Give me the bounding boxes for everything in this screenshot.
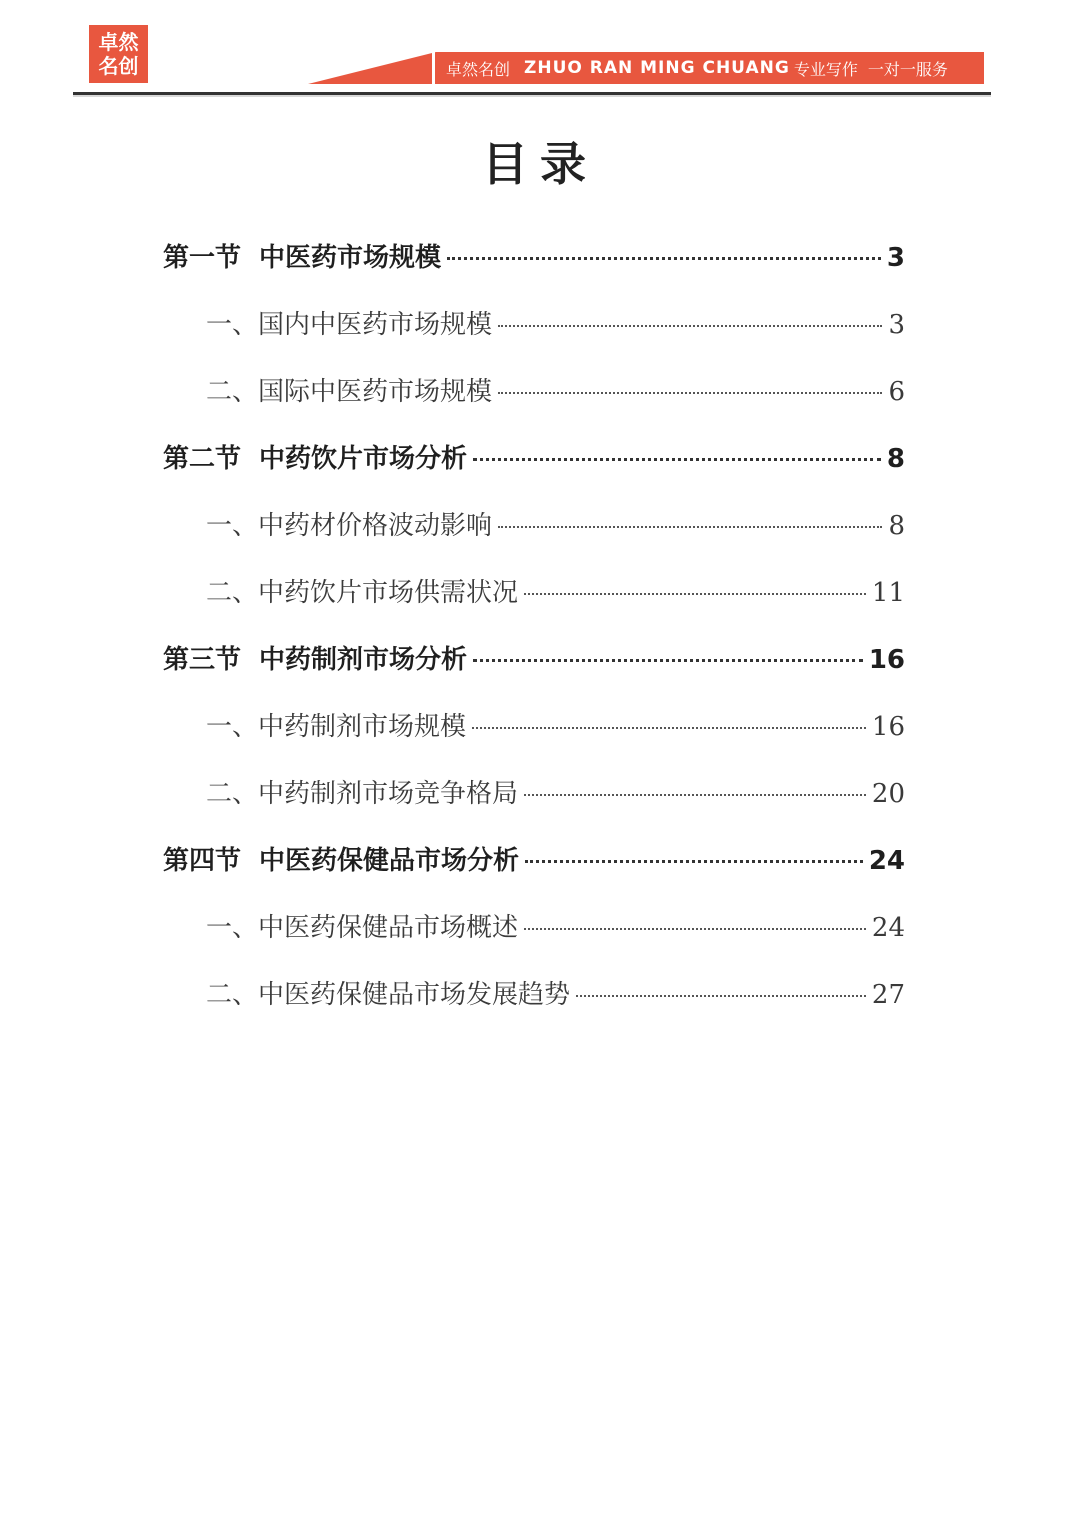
toc-text: 中医药市场规模 <box>259 243 442 273</box>
toc-leader <box>498 526 882 528</box>
toc-text: 中药制剂市场竞争格局 <box>258 779 519 809</box>
toc-number: 一、 <box>206 712 259 742</box>
logo-line-2: 名创 <box>98 54 139 78</box>
toc-text: 中医药保健品市场发展趋势 <box>258 980 571 1010</box>
toc-number: 二、 <box>206 578 259 608</box>
toc-text: 中药制剂市场规模 <box>258 712 467 742</box>
toc-page: 27 <box>871 980 905 1010</box>
toc-section-3[interactable] <box>163 639 905 679</box>
banner-brand-en: ZHUO RAN MING CHUANG <box>524 58 790 78</box>
toc-text: 中药饮片市场供需状况 <box>258 578 519 608</box>
toc-number: 第三节 <box>163 645 242 675</box>
header-wedge-decoration <box>308 52 436 84</box>
toc-text: 国内中医药市场规模 <box>258 310 493 340</box>
toc-number: 第四节 <box>163 846 242 876</box>
toc-page: 6 <box>888 377 905 407</box>
toc-subsection[interactable] <box>206 572 905 612</box>
toc-page: 11 <box>871 578 905 608</box>
toc-leader <box>524 593 866 595</box>
toc-text: 国际中医药市场规模 <box>258 377 493 407</box>
toc-section-4[interactable] <box>163 840 905 880</box>
toc-subsection[interactable] <box>206 773 905 813</box>
header-banner <box>436 52 984 84</box>
toc-subsection[interactable] <box>206 304 905 344</box>
toc-text: 中医药保健品市场概述 <box>258 913 519 943</box>
toc-number: 一、 <box>206 511 259 541</box>
toc-section-1[interactable] <box>163 237 905 277</box>
toc-number: 一、 <box>206 310 259 340</box>
toc-leader <box>576 995 866 997</box>
toc-page: 24 <box>868 846 905 876</box>
toc-leader <box>472 727 866 729</box>
toc-leader <box>473 659 863 662</box>
toc-page: 16 <box>868 645 905 675</box>
toc-number: 二、 <box>206 377 259 407</box>
header-rule-shadow <box>73 95 991 97</box>
toc-page: 8 <box>886 444 905 474</box>
toc-page: 24 <box>871 913 905 943</box>
toc-page: 20 <box>871 779 905 809</box>
toc-text: 中医药保健品市场分析 <box>259 846 520 876</box>
toc-subsection[interactable] <box>206 706 905 746</box>
toc-subsection[interactable] <box>206 505 905 545</box>
toc-number: 二、 <box>206 779 259 809</box>
toc-text: 中药饮片市场分析 <box>259 444 468 474</box>
toc-leader <box>498 325 882 327</box>
toc-section-2[interactable] <box>163 438 905 478</box>
logo-line-1: 卓然 <box>98 30 139 54</box>
page-title: 目录 <box>482 137 598 191</box>
toc-page: 3 <box>888 310 905 340</box>
toc-text: 中药制剂市场分析 <box>259 645 468 675</box>
toc-page: 16 <box>871 712 905 742</box>
toc-leader <box>524 794 866 796</box>
toc-leader <box>498 392 882 394</box>
toc-text: 中药材价格波动影响 <box>258 511 493 541</box>
banner-slogan-1: 专业写作 <box>793 59 858 79</box>
toc-subsection[interactable] <box>206 907 905 947</box>
toc-number: 二、 <box>206 980 259 1010</box>
toc-leader <box>524 928 866 930</box>
toc-page: 3 <box>886 243 905 273</box>
toc-number: 第一节 <box>163 243 242 273</box>
toc-leader <box>447 257 881 260</box>
toc-subsection[interactable] <box>206 371 905 411</box>
toc-page: 8 <box>888 511 905 541</box>
toc-number: 一、 <box>206 913 259 943</box>
banner-separator <box>432 52 435 84</box>
banner-slogan-2: 一对一服务 <box>867 59 948 79</box>
toc-leader <box>473 458 881 461</box>
brand-logo <box>89 25 148 83</box>
toc-number: 第二节 <box>163 444 242 474</box>
banner-brand-cn: 卓然名创 <box>446 59 511 79</box>
toc-leader <box>525 860 863 863</box>
toc-subsection[interactable] <box>206 974 905 1014</box>
